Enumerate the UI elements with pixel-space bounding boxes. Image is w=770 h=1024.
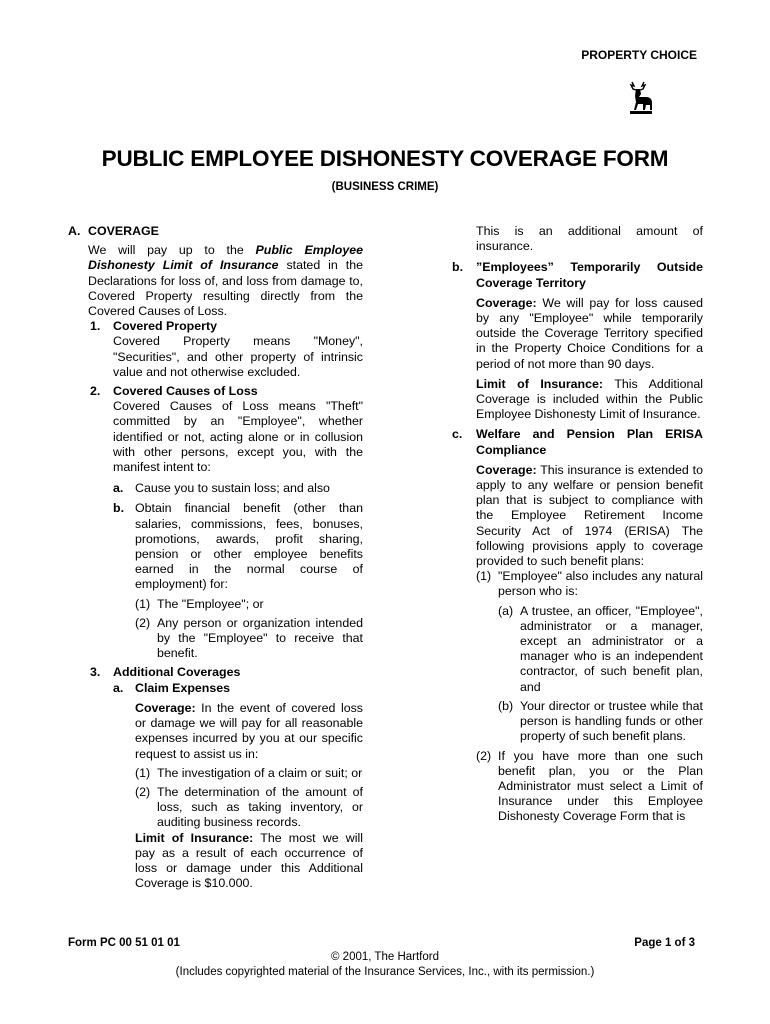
list-item: (b) Your director or trustee while that person is handling funds or other property of such benefit plans. — [498, 698, 703, 744]
left-column — [68, 224, 363, 891]
page-subtitle: (BUSINESS CRIME) — [331, 181, 439, 193]
coverage-intro: We will pay up to the Public Employee Dishonesty Limit of Insurance stated in the Declarations for loss of, and loss from damage to, Covered Property resulting directly from the Covered Causes of Loss. — [88, 243, 363, 319]
list-item: (1) "Employee" also includes any natural person who is: (a) A trustee, an officer, "Employee", administrator or a manager, except an administrator or a manager who is an independent contractor, of such benefit plan, and (b) Your director or trustee while that person is handling funds or other property of such benefit plans. — [476, 569, 703, 744]
item-covered-causes: 2. Covered Causes of Loss Covered Causes of Loss means "Theft" committed by an "Employee", whether identified or not, acting alone or in collusion with other persons, except you, with the manifest intent to: a. Cause you to sustain loss; and also b. Obtain financial benefit (other than salaries, commissions, fees, bonuses, promotions, awards, profit sharing, pension or other employee benefits earned in the normal course of employment) for: (1) The "Employee"; or (2) Any person or organization intended by the "Employee" to receive that benefit. — [90, 384, 363, 661]
erisa-compliance: c. Welfare and Pension Plan ERISA Compliance Coverage: This insurance is extended to apply to any welfare or pension benefit plan that is subject to compliance with the Employee Retirement Income Security Act of 1974 (ERISA) The following provisions apply to coverage provided to such benefit plans: (1) "Employee" also includes any natural person who is: (a) A trustee, an officer, "Employee", administrator or a manager, except an administrator or a manager who is an independent contractor, of such benefit plan, and (b) Your director or trustee while that person is handling funds or other property of such benefit plans. (2) If you have more than one such benefit plan, you or the Plan Administrator must select a Limit of Insurance under this Employee Dishonesty Coverage Form that is — [452, 427, 704, 824]
copyright: © 2001, The Hartford — [331, 951, 439, 963]
list-item: (1) The investigation of a claim or suit; or — [135, 765, 363, 780]
list-item: b. Obtain financial benefit (other than salaries, commissions, fees, bonuses, promotions, awards, profit sharing, pension or other employee benefits earned in the normal course of employment) for: (1) The "Employee"; or (2) Any person or organization intended by the "Employee" to receive that benefit. — [113, 501, 363, 661]
list-item: (1) The "Employee"; or — [135, 596, 264, 611]
claim-expenses-limit: Limit of Insurance: The most we will pay as a result of each occurrence of loss or damage under this Additional Coverage is $10.000. — [135, 830, 364, 891]
employees-outside-territory: b. ”Employees” Temporarily Outside Coverage Territory Coverage: We will pay for loss caused by any "Employee" while temporarily outside the Coverage Territory specified in the Property Choice Conditions for a period of not more than 90 days. Limit of Insurance: This Additional Coverage is included within the Public Employee Dishonesty Limit of Insurance. — [452, 260, 704, 422]
additional-amount-note: This is an additional amount of insurance. — [476, 224, 703, 254]
section-letter: A. — [68, 224, 81, 238]
form-number: Form PC 00 51 01 01 — [68, 937, 180, 949]
copyright-note: (Includes copyrighted material of the Insurance Services, Inc., with its permission.) — [175, 966, 595, 978]
page-title: PUBLIC EMPLOYEE DISHONESTY COVERAGE FORM — [101, 146, 669, 171]
list-item: a. Cause you to sustain loss; and also — [113, 481, 330, 496]
list-item: (2) The determination of the amount of loss, such as taking inventory, or auditing business records. — [135, 784, 363, 830]
stag-logo-icon — [624, 80, 658, 116]
right-column — [452, 224, 703, 825]
header-label: PROPERTY CHOICE — [581, 48, 697, 62]
list-item: (a) A trustee, an officer, "Employee", administrator or a manager, except an administrator or a manager who is an independent contractor, of such benefit plan, and — [498, 603, 703, 694]
list-item: (2) Any person or organization intended by the "Employee" to receive that benefit. — [135, 615, 363, 661]
list-item: (2) If you have more than one such benefit plan, you or the Plan Administrator must select a Limit of Insurance under this Employee Dishonesty Coverage Form that is — [476, 748, 703, 824]
item-additional-coverages: 3. Additional Coverages a. Claim Expenses Coverage: In the event of covered loss or damage we will pay for all reasonable expenses incurred by you at our specific request to assist us in: (1) The investigation of a claim or suit; or (2) The determination of the amount of loss, such as taking inventory, or auditing business records. Limit of Insurance: The most we will pay as a result of each occurrence of loss or damage under this Additional Coverage is $10.000. — [90, 665, 364, 891]
item-covered-property: 1. Covered Property Covered Property means "Money", "Securities", and other property of intrinsic value and not otherwise excluded. — [90, 319, 363, 379]
claim-expenses: a. Claim Expenses Coverage: In the event of covered loss or damage we will pay for all reasonable expenses incurred by you at our specific request to assist us in: (1) The investigation of a claim or suit; or (2) The determination of the amount of loss, such as taking inventory, or auditing business records. Limit of Insurance: The most we will pay as a result of each occurrence of loss or damage under this Additional Coverage is $10.000. — [113, 680, 364, 891]
section-heading: COVERAGE — [88, 224, 159, 238]
section-a — [68, 224, 363, 319]
page-number: Page 1 of 3 — [634, 937, 695, 949]
